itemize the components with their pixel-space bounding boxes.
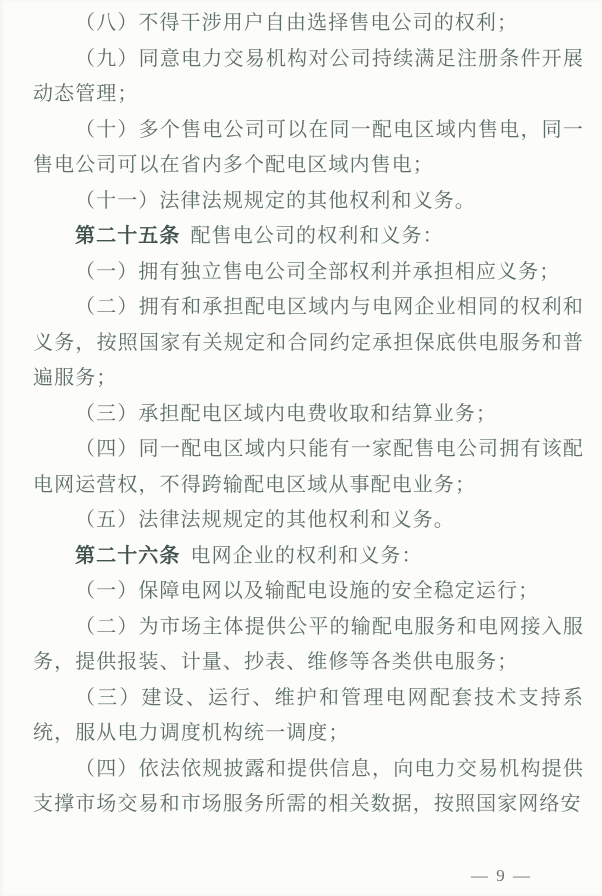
page-number: — 9 —	[471, 866, 532, 885]
article-title-text: 电网企业的权利和义务：	[190, 544, 423, 567]
paragraph-article-26	[33, 539, 584, 575]
paragraph-article-25	[33, 219, 584, 255]
paragraph-item-g1: （一）保障电网以及输配电设施的安全稳定运行；	[75, 580, 540, 602]
paragraph-item-3: （三）承担配电区域内电费收取和结算业务；	[75, 402, 497, 425]
paragraph-item-9: （九）同意电力交易机构对公司持续满足注册条件开展动态管理；	[33, 47, 584, 105]
paragraph-item-g3: （三）建设、运行、维护和管理电网配套技术支持系统，服从电力调度机构统一调度；	[33, 686, 584, 744]
paragraph-item-g4: （四）依法依规披露和提供信息，向电力交易机构提供支撑市场交易和市场服务所需的相关数据，按照国家网络安	[33, 757, 584, 815]
paragraph-item-1: （一）拥有独立售电公司全部权利并承担相应义务；	[75, 260, 561, 283]
paragraph-item-2: （二）拥有和承担配电区域内与电网企业相同的权利和义务，按照国家有关规定和合同约定承担保底供电服务和普遍服务；	[33, 296, 584, 389]
paragraph-item-8: （八）不得干涉用户自由选择售电公司的权利；	[75, 12, 519, 34]
article-number-label: 第二十六条	[75, 544, 181, 567]
paragraph-item-11: （十一）法律法规规定的其他权利和义务。	[75, 189, 476, 212]
article-title-text: 配售电公司的权利和义务：	[190, 225, 444, 247]
paragraph-item-g2: （二）为市场主体提供公平的输配电服务和电网接入服务，提供报装、计量、抄表、维修等各类供电服务；	[33, 615, 584, 673]
paragraph-item-5: （五）法律法规规定的其他权利和义务。	[75, 509, 455, 531]
article-number-label: 第二十五条	[75, 225, 181, 247]
document-text-block	[33, 6, 584, 823]
paragraph-item-4: （四）同一配电区域内只能有一家配售电公司拥有该配电网运营权，不得跨输配电区域从事配电业务；	[33, 438, 584, 496]
paragraph-item-10: （十）多个售电公司可以在同一配电区域内售电，同一售电公司可以在省内多个配电区域内售电；	[33, 118, 584, 176]
